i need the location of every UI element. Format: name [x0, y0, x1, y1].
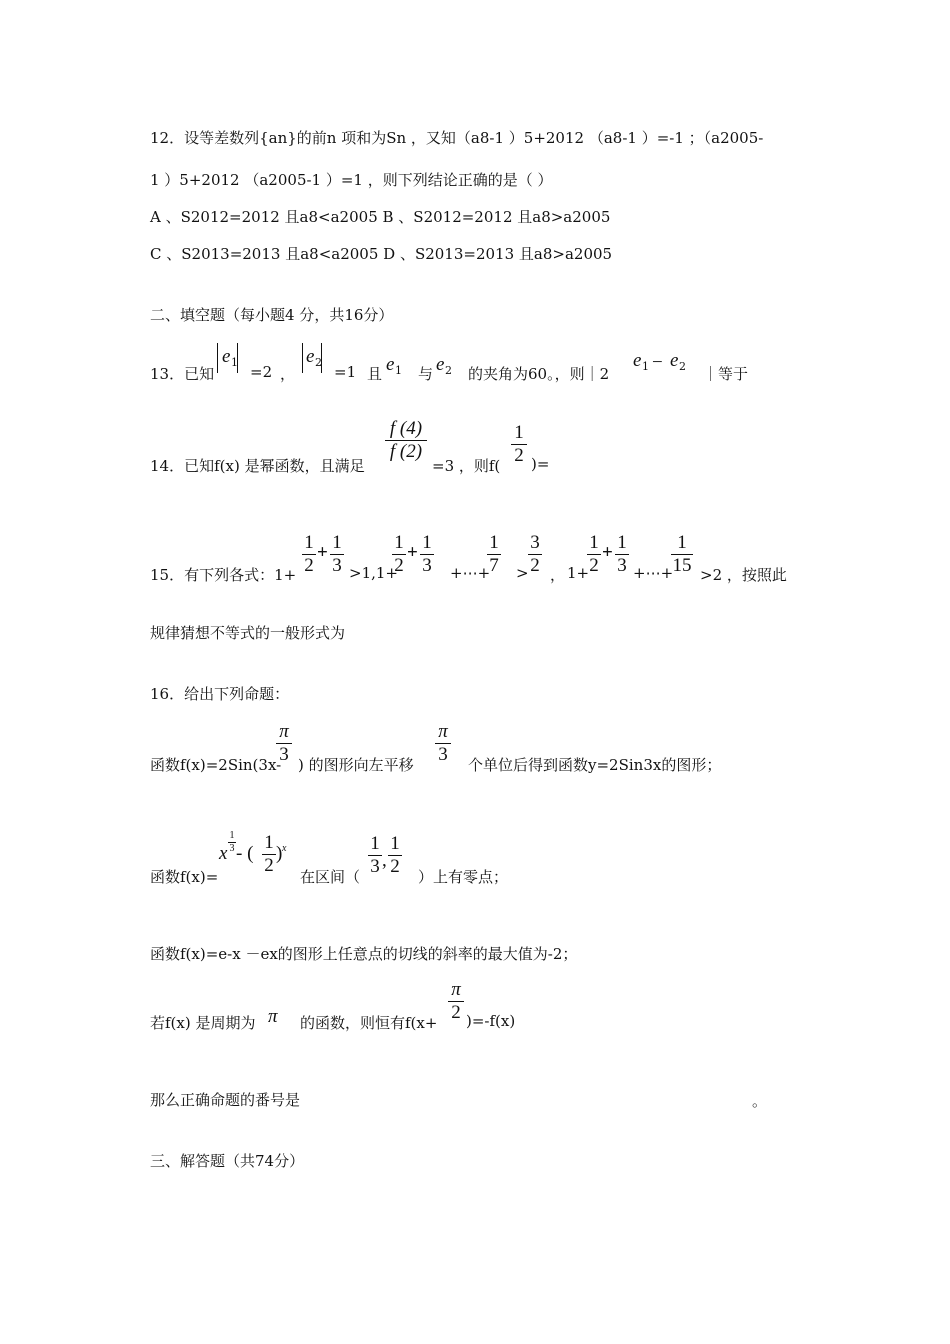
section-3-heading: 三、解答题（共74分）: [150, 1152, 305, 1170]
p1-mid: ) 的图形向左平移: [298, 756, 414, 774]
q13-and: 且: [367, 365, 383, 383]
sub: 1: [642, 360, 649, 373]
vector-e: e: [633, 350, 642, 371]
minus-paren: - (: [236, 843, 254, 864]
plus: +: [602, 542, 613, 563]
vector-e: e: [436, 354, 445, 375]
sub: 2: [315, 356, 322, 369]
vector-e: e: [222, 346, 231, 367]
q15-prefix: 15．有下列各式：1+: [150, 566, 297, 584]
fraction: 1 3: [330, 533, 344, 575]
vector-e: e: [386, 354, 395, 375]
q14-tail: )=: [531, 455, 550, 473]
minus-sign: −: [652, 352, 663, 373]
fraction: 1 3: [615, 533, 629, 575]
q14-prefix: 14．已知f(x) 是幂函数，且满足: [150, 457, 365, 475]
p2-tail: ）上有零点；: [418, 868, 509, 886]
fraction: 1 2: [302, 533, 316, 575]
denominator: 2: [514, 445, 524, 466]
numerator: f (4): [389, 418, 423, 439]
p4-prefix: 若f(x) 是周期为: [150, 1014, 256, 1032]
fraction-half: 1 2: [262, 833, 276, 875]
q13-tail: ｜等于: [703, 365, 749, 383]
q13-prefix: 13．已知: [150, 365, 215, 383]
plus: +: [317, 542, 328, 563]
denominator: f (2): [389, 441, 423, 462]
p4-mid: 的函数，则恒有f(x+: [300, 1014, 438, 1032]
comma: ,: [382, 850, 387, 871]
section-2-heading: 二、填空题（每小题4 分，共16分）: [150, 306, 394, 324]
fraction: 1 2: [392, 533, 406, 575]
fraction: 1 3: [420, 533, 434, 575]
q13-comma: ，: [280, 365, 296, 383]
fraction-pi-3: π 3: [435, 722, 451, 764]
gt: >: [516, 564, 529, 582]
q16-answer: 那么正确命题的番号是: [150, 1091, 301, 1109]
fraction: 1 2: [587, 533, 601, 575]
p4-tail: )=-f(x): [466, 1012, 516, 1030]
fraction-pi-2: π 2: [448, 980, 464, 1022]
q12-line1: 12．设等差数列{an}的前n 项和为Sn ，又知（a8-1 ）5+2012 （a8-1 ）=-1 ；（a2005-: [150, 129, 764, 147]
q15-line2: 规律猜想不等式的一般形式为: [150, 624, 346, 642]
q15-gt2: >2 ，按照此: [700, 566, 787, 584]
q12-options-cd: C 、S2013=2013 且a8<a2005 D 、S2013=2013 且a8>a2005: [150, 245, 613, 263]
p1-tail: 个单位后得到函数y=2Sin3x的图形；: [468, 756, 722, 774]
plus: +: [407, 542, 418, 563]
abs-bar: [217, 343, 218, 373]
comma: ，: [550, 566, 566, 584]
x-var: x: [219, 843, 228, 864]
abs-bar: [302, 343, 303, 373]
fraction: 1 15: [672, 532, 692, 576]
answer-period: 。: [752, 1092, 768, 1110]
q13-with: 与: [418, 365, 434, 383]
pi-symbol: π: [268, 1006, 278, 1027]
q16-prop3: 函数f(x)=e-x －ex的图形上任意点的切线的斜率的最大值为-2；: [150, 945, 578, 963]
exponent-1-3: 1 3: [229, 830, 235, 854]
fraction-f4-f2: [385, 419, 427, 461]
p1-prefix: 函数f(x)=2Sin(3x-: [150, 756, 282, 774]
close-paren: ): [276, 843, 283, 864]
q12-options-ab: A 、S2012=2012 且a8<a2005 B 、S2012=2012 且a8>a2005: [150, 208, 611, 226]
one-plus: 1+: [567, 564, 590, 582]
q13-angle: 的夹角为60。，则｜2: [468, 365, 610, 383]
sub: 1: [395, 364, 402, 377]
fraction-half: [511, 423, 527, 465]
fraction-pi-3: π 3: [276, 722, 292, 764]
sub: 2: [445, 364, 452, 377]
p2-prefix: 函数f(x)=: [150, 868, 219, 886]
dots: +⋯+: [450, 564, 491, 582]
sub: 1: [231, 356, 238, 369]
p2-mid: 在区间（: [300, 868, 361, 886]
dots: +⋯+: [633, 564, 674, 582]
fraction: 1 7: [487, 533, 501, 575]
q15-gt1: >1,1+: [349, 564, 398, 582]
q12-line2: 1 ）5+2012 （a2005-1 ）=1 ，则下列结论正确的是（ ）: [150, 171, 553, 189]
vector-e: e: [670, 350, 679, 371]
q14-eq: =3 ，则f(: [432, 457, 501, 475]
abs-bar: [321, 343, 322, 373]
fraction: 3 2: [528, 533, 542, 575]
fraction-third: 1 3: [368, 834, 382, 876]
fraction-half: 1 2: [388, 834, 402, 876]
q13-eq2: =2: [250, 363, 273, 381]
vector-e: e: [306, 346, 315, 367]
sub: 2: [679, 360, 686, 373]
q13-eq1: =1: [334, 363, 357, 381]
numerator: 1: [514, 422, 524, 443]
x-sup: x: [282, 843, 287, 854]
abs-bar: [237, 343, 238, 373]
q16-title: 16．给出下列命题：: [150, 685, 290, 703]
